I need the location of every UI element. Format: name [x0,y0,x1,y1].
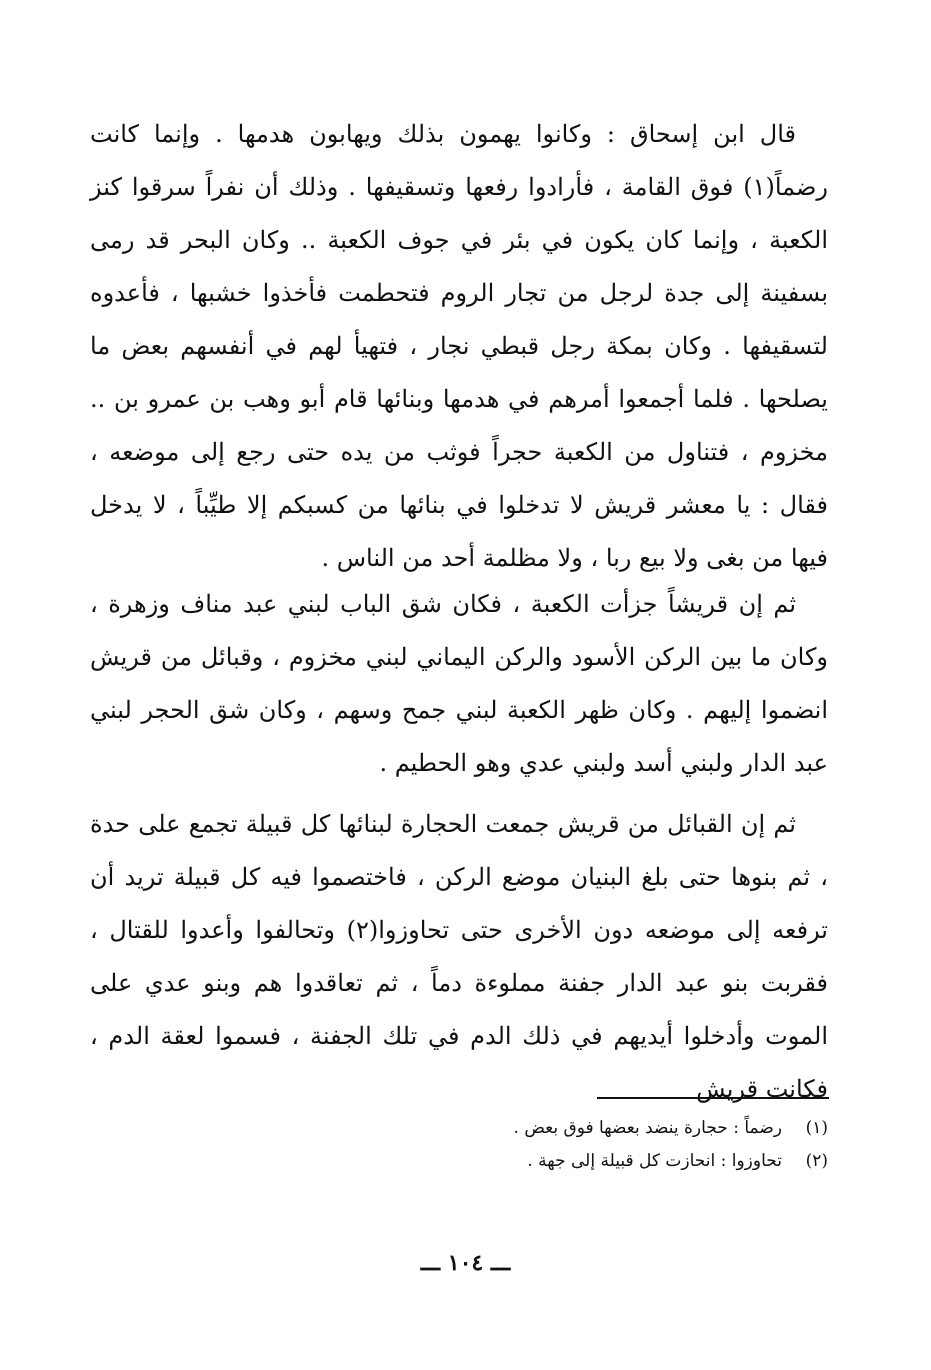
body-paragraph-3 [90,798,828,1116]
footnote-number: (١) [805,1118,828,1138]
body-paragraph-1 [90,108,828,585]
body-paragraph-2 [90,578,828,790]
footnote-text: تحاوزوا : انحازت كل قبيلة إلى جهة . [527,1151,782,1171]
footnote-number: (٢) [805,1151,828,1171]
footnotes [300,1112,828,1178]
footnote-text: رضماً : حجارة ينضد بعضها فوق بعض . [513,1118,782,1138]
page-number: ـــ ١٠٤ ـــ [420,1250,511,1276]
paragraph-text: قال ابن إسحاق : وكانوا يهمون بذلك ويهابون هدمها . وإنما كانت رضماً(١) فوق القامة ، فأرادوا رفعها وتسقيفها . وذلك أن نفراً سرقوا كنز الكعبة ، وإنما كان يكون في بئر في جوف الكعبة .. وكان البحر قد رمى بسفينة إلى جدة لرجل من تجار الروم فتحطمت فأخذوا خشبها ، فأعدوه لتسقيفها . وكان بمكة رجل قبطي نجار ، فتهيأ لهم في أنفسهم بعض ما يصلحها . فلما أجمعوا أمرهم في هدمها وبنائها قام أبو وهب بن عمرو بن .. مخزوم ، فتناول من الكعبة حجراً فوثب من يده حتى رجع إلى موضعه ، فقال : يا معشر قريش لا تدخلوا في بنائها من كسبكم إلا طيِّباً ، لا يدخل فيها من بغى ولا بيع ربا ، ولا مظلمة أحد من الناس . [90,120,828,572]
footnote-2 [300,1145,828,1178]
paragraph-text: ثم إن القبائل من قريش جمعت الحجارة لبنائها كل قبيلة تجمع على حدة ، ثم بنوها حتى بلغ البنيان موضع الركن ، فاختصموا فيه كل قبيلة تريد أن ترفعه إلى موضعه دون الأخرى حتى تحاوزوا(٢) وتحالفوا وأعدوا للقتال ، فقربت بنو عبد الدار جفنة مملوءة دماً ، ثم تعاقدوا هم وبنو عدي على الموت وأدخلوا أيديهم في ذلك الدم في تلك الجفنة ، فسموا لعقة الدم ، فكانت قريش [90,810,828,1103]
footnote-separator [597,1097,829,1099]
footnote-1 [300,1112,828,1145]
paragraph-text: ثم إن قريشاً جزأت الكعبة ، فكان شق الباب لبني عبد مناف وزهرة ، وكان ما بين الركن الأسود والركن اليماني لبني مخزوم ، وقبائل من قريش انضموا إليهم . وكان ظهر الكعبة لبني جمح وسهم ، وكان شق الحجر لبني عبد الدار ولبني أسد ولبني عدي وهو الحطيم . [90,590,828,777]
